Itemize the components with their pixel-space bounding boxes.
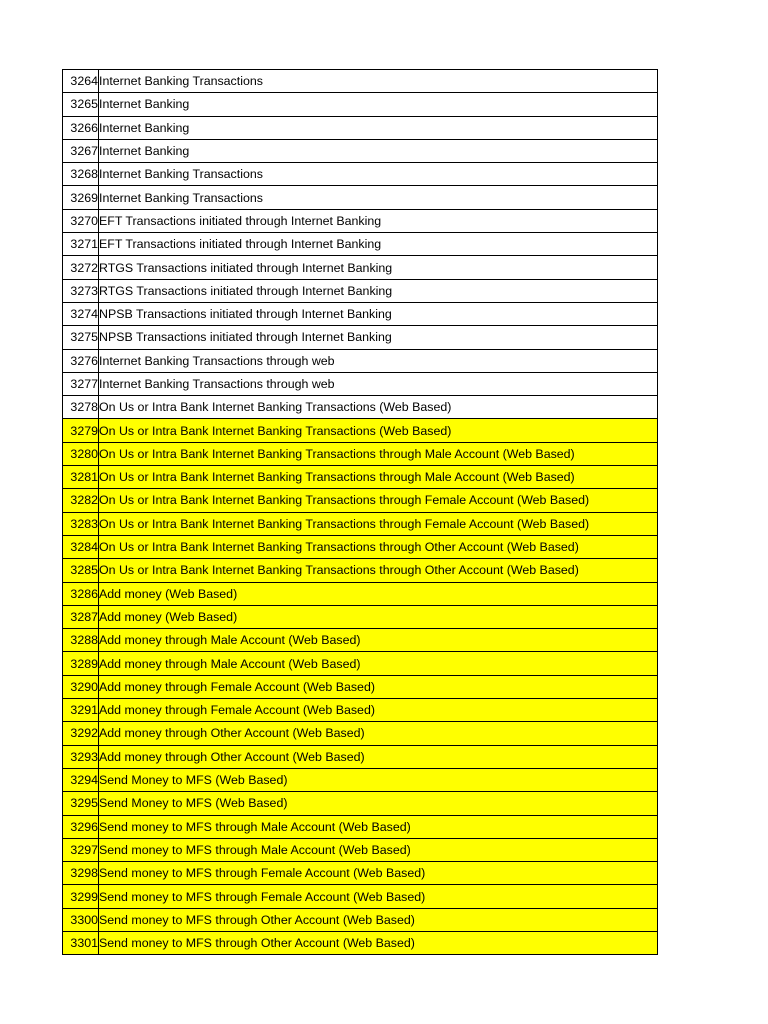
description-cell[interactable]: Internet Banking Transactions	[99, 70, 658, 93]
code-cell[interactable]: 3300	[63, 908, 99, 931]
table-row	[63, 931, 658, 954]
code-cell[interactable]: 3268	[63, 163, 99, 186]
table-row	[63, 372, 658, 395]
description-cell[interactable]: EFT Transactions initiated through Internet Banking	[99, 209, 658, 232]
description-cell[interactable]: Send Money to MFS (Web Based)	[99, 792, 658, 815]
table-row	[63, 699, 658, 722]
code-cell[interactable]: 3289	[63, 652, 99, 675]
table-row	[63, 838, 658, 861]
description-cell[interactable]: Send money to MFS through Other Account (Web Based)	[99, 908, 658, 931]
code-cell[interactable]: 3291	[63, 699, 99, 722]
table-body	[63, 70, 658, 955]
code-cell[interactable]: 3266	[63, 116, 99, 139]
table-row	[63, 163, 658, 186]
code-cell[interactable]: 3284	[63, 535, 99, 558]
code-cell[interactable]: 3265	[63, 93, 99, 116]
description-cell[interactable]: On Us or Intra Bank Internet Banking Transactions through Other Account (Web Based)	[99, 535, 658, 558]
description-cell[interactable]: On Us or Intra Bank Internet Banking Transactions (Web Based)	[99, 419, 658, 442]
table-row	[63, 605, 658, 628]
code-cell[interactable]: 3287	[63, 605, 99, 628]
table-row	[63, 745, 658, 768]
table-row	[63, 70, 658, 93]
description-cell[interactable]: Send Money to MFS (Web Based)	[99, 768, 658, 791]
code-cell[interactable]: 3278	[63, 396, 99, 419]
description-cell[interactable]: On Us or Intra Bank Internet Banking Transactions through Female Account (Web Based)	[99, 512, 658, 535]
code-cell[interactable]: 3297	[63, 838, 99, 861]
code-cell[interactable]: 3271	[63, 233, 99, 256]
table-row	[63, 139, 658, 162]
description-cell[interactable]: Add money through Female Account (Web Based)	[99, 699, 658, 722]
description-cell[interactable]: Internet Banking	[99, 139, 658, 162]
code-cell[interactable]: 3292	[63, 722, 99, 745]
table-row	[63, 93, 658, 116]
description-cell[interactable]: EFT Transactions initiated through Internet Banking	[99, 233, 658, 256]
description-cell[interactable]: On Us or Intra Bank Internet Banking Transactions through Male Account (Web Based)	[99, 466, 658, 489]
table-row	[63, 722, 658, 745]
description-cell[interactable]: Add money (Web Based)	[99, 582, 658, 605]
code-cell[interactable]: 3290	[63, 675, 99, 698]
description-cell[interactable]: Add money (Web Based)	[99, 605, 658, 628]
description-cell[interactable]: Internet Banking	[99, 116, 658, 139]
code-cell[interactable]: 3295	[63, 792, 99, 815]
table-row	[63, 279, 658, 302]
table-row	[63, 885, 658, 908]
code-cell[interactable]: 3294	[63, 768, 99, 791]
code-cell[interactable]: 3277	[63, 372, 99, 395]
code-cell[interactable]: 3275	[63, 326, 99, 349]
code-cell[interactable]: 3279	[63, 419, 99, 442]
code-cell[interactable]: 3264	[63, 70, 99, 93]
description-cell[interactable]: RTGS Transactions initiated through Internet Banking	[99, 279, 658, 302]
code-cell[interactable]: 3269	[63, 186, 99, 209]
code-cell[interactable]: 3274	[63, 302, 99, 325]
description-cell[interactable]: Internet Banking	[99, 93, 658, 116]
table-row	[63, 442, 658, 465]
description-cell[interactable]: On Us or Intra Bank Internet Banking Transactions through Female Account (Web Based)	[99, 489, 658, 512]
code-cell[interactable]: 3270	[63, 209, 99, 232]
table-row	[63, 652, 658, 675]
code-cell[interactable]: 3276	[63, 349, 99, 372]
table-row	[63, 535, 658, 558]
code-cell[interactable]: 3285	[63, 559, 99, 582]
code-cell[interactable]: 3293	[63, 745, 99, 768]
table-row	[63, 489, 658, 512]
table-row	[63, 233, 658, 256]
description-cell[interactable]: Add money through Male Account (Web Based)	[99, 652, 658, 675]
description-cell[interactable]: Add money through Male Account (Web Based)	[99, 629, 658, 652]
table-row	[63, 419, 658, 442]
table-row	[63, 908, 658, 931]
table-row	[63, 582, 658, 605]
table-row	[63, 396, 658, 419]
code-cell[interactable]: 3283	[63, 512, 99, 535]
code-cell[interactable]: 3286	[63, 582, 99, 605]
code-cell[interactable]: 3298	[63, 862, 99, 885]
spreadsheet-page	[62, 69, 658, 955]
description-cell[interactable]: NPSB Transactions initiated through Internet Banking	[99, 302, 658, 325]
table-row	[63, 116, 658, 139]
description-cell[interactable]: On Us or Intra Bank Internet Banking Transactions through Other Account (Web Based)	[99, 559, 658, 582]
table-row	[63, 862, 658, 885]
description-cell[interactable]: Add money through Female Account (Web Based)	[99, 675, 658, 698]
description-cell[interactable]: Send money to MFS through Female Account (Web Based)	[99, 885, 658, 908]
description-cell[interactable]: Send money to MFS through Male Account (Web Based)	[99, 838, 658, 861]
table-row	[63, 675, 658, 698]
description-cell[interactable]: Send money to MFS through Male Account (Web Based)	[99, 815, 658, 838]
code-cell[interactable]: 3299	[63, 885, 99, 908]
description-cell[interactable]: Add money through Other Account (Web Based)	[99, 722, 658, 745]
table-row	[63, 326, 658, 349]
table-row	[63, 792, 658, 815]
table-row	[63, 186, 658, 209]
table-row	[63, 768, 658, 791]
description-cell[interactable]: Internet Banking Transactions	[99, 163, 658, 186]
code-cell[interactable]: 3296	[63, 815, 99, 838]
table-row	[63, 559, 658, 582]
table-row	[63, 629, 658, 652]
table-row	[63, 209, 658, 232]
description-cell[interactable]: On Us or Intra Bank Internet Banking Transactions through Male Account (Web Based)	[99, 442, 658, 465]
description-cell[interactable]: Send money to MFS through Other Account (Web Based)	[99, 931, 658, 954]
description-cell[interactable]: Send money to MFS through Female Account (Web Based)	[99, 862, 658, 885]
code-cell[interactable]: 3288	[63, 629, 99, 652]
table-row	[63, 256, 658, 279]
code-cell[interactable]: 3272	[63, 256, 99, 279]
code-cell[interactable]: 3267	[63, 139, 99, 162]
code-cell[interactable]: 3280	[63, 442, 99, 465]
description-cell[interactable]: RTGS Transactions initiated through Internet Banking	[99, 256, 658, 279]
code-cell[interactable]: 3282	[63, 489, 99, 512]
description-cell[interactable]: Internet Banking Transactions through web	[99, 349, 658, 372]
code-cell[interactable]: 3281	[63, 466, 99, 489]
code-cell[interactable]: 3301	[63, 931, 99, 954]
table-row	[63, 302, 658, 325]
description-cell[interactable]: On Us or Intra Bank Internet Banking Transactions (Web Based)	[99, 396, 658, 419]
description-cell[interactable]: Internet Banking Transactions through web	[99, 372, 658, 395]
description-cell[interactable]: NPSB Transactions initiated through Internet Banking	[99, 326, 658, 349]
table-row	[63, 466, 658, 489]
code-cell[interactable]: 3273	[63, 279, 99, 302]
description-cell[interactable]: Add money through Other Account (Web Based)	[99, 745, 658, 768]
table-row	[63, 815, 658, 838]
table-row	[63, 349, 658, 372]
description-cell[interactable]: Internet Banking Transactions	[99, 186, 658, 209]
transaction-code-table	[62, 69, 658, 955]
table-row	[63, 512, 658, 535]
